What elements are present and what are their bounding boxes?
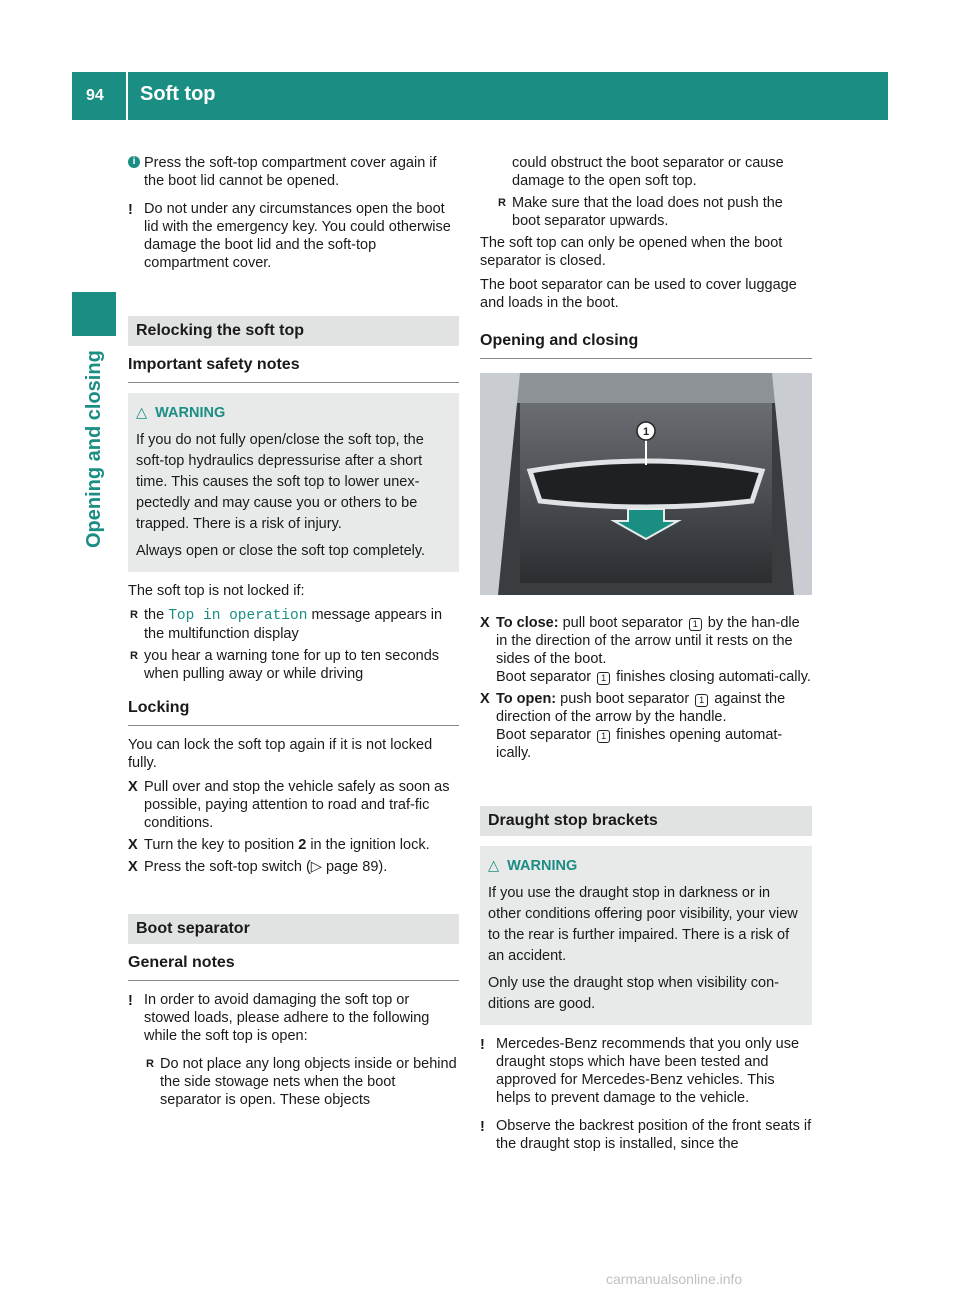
- page-header: [72, 72, 888, 120]
- info-icon: i: [128, 156, 140, 168]
- caution-note: ! Observe the backrest position of the front seats if the draught stop is installed, since the: [480, 1118, 812, 1152]
- section-heading: Boot separator: [128, 914, 459, 944]
- warning-triangle-icon: △: [136, 405, 148, 421]
- callout-1-icon: 1: [695, 694, 708, 707]
- bullet-item: R you hear a warning tone for up to ten seconds when pulling away or while driving: [130, 648, 440, 682]
- figure-callout-label: 1: [642, 426, 650, 438]
- exclamation-icon: !: [128, 993, 133, 1009]
- subheading: General notes: [128, 954, 459, 981]
- callout-1-icon: 1: [597, 672, 610, 685]
- bullet-icon: R: [146, 1058, 154, 1070]
- figure-code: P77.00-2168-31: [795, 525, 804, 583]
- step-arrow-icon: X: [128, 779, 138, 795]
- page-title: Soft top: [140, 83, 216, 105]
- step-open: X To open: push boot separator 1 against the direction of the arrow by the handle. Boot separator 1 finishes opening automat-ically.: [480, 691, 786, 761]
- exclamation-icon: !: [480, 1119, 485, 1135]
- bullet-icon: R: [130, 609, 138, 621]
- warning-title: △ WARNING: [488, 856, 804, 877]
- warning-text: If you use the draught stop in darkness or in other conditions offering poor visibility, your view to the rear is further impaired. There is a risk of an accident.: [488, 885, 798, 964]
- watermark: carmanualsonline.info: [606, 1271, 743, 1287]
- bullet-item: R Do not place any long objects inside or behind the side stowage nets when the boot separator is open. These objects: [146, 1056, 457, 1108]
- step-arrow-icon: X: [480, 615, 490, 631]
- exclamation-icon: !: [128, 202, 133, 218]
- caution-note: ! In order to avoid damaging the soft top or stowed loads, please adhere to the following while the soft top is open:: [128, 992, 430, 1044]
- sidebar-tab-marker: [72, 292, 116, 336]
- subheading: Opening and closing: [480, 332, 812, 359]
- warning-text-2: Always open or close the soft top completely.: [136, 543, 426, 559]
- right-column: [480, 154, 812, 1163]
- warning-box: [128, 393, 459, 572]
- left-column: [128, 154, 459, 1113]
- header-divider: [126, 72, 128, 120]
- display-message: Top in operation: [168, 608, 308, 624]
- warning-box: [480, 846, 812, 1025]
- subheading: Locking: [128, 699, 459, 726]
- sidebar-chapter-label: Opening and closing: [83, 350, 105, 548]
- warning-text-2: Only use the draught stop when visibility con-ditions are good.: [488, 975, 779, 1012]
- step-arrow-icon: X: [128, 837, 138, 853]
- bullet-item: R the Top in operation message appears in the multifunction display: [130, 607, 443, 642]
- caution-note: ! Mercedes-Benz recommends that you only use draught stops which have been tested and approved for Mercedes-Benz vehicles. This helps to prevent damage to the vehicle.: [480, 1036, 800, 1106]
- step-item: X Turn the key to position 2 in the ignition lock.: [128, 837, 430, 853]
- bullet-icon: R: [130, 650, 138, 662]
- section-heading: Draught stop brackets: [480, 806, 812, 836]
- warning-title: △ WARNING: [136, 403, 451, 424]
- step-arrow-icon: X: [480, 691, 490, 707]
- bullet-item-continued: could obstruct the boot separator or cause damage to the open soft top.: [512, 155, 784, 189]
- section-heading: Relocking the soft top: [128, 316, 459, 346]
- step-item: X Press the soft-top switch (▷ page 89).: [128, 859, 388, 875]
- bullet-item: R Make sure that the load does not push the boot separator upwards.: [498, 195, 783, 229]
- caution-note: ! Do not under any circumstances open the boot lid with the emergency key. You could otherwise damage the boot lid and the soft-top compartment cover.: [128, 201, 451, 271]
- info-note: i Press the soft-top compartment cover again if the boot lid cannot be opened.: [128, 154, 459, 190]
- bullet-icon: R: [498, 197, 506, 209]
- page-number: 94: [86, 87, 104, 104]
- callout-1-icon: 1: [597, 730, 610, 743]
- callout-1-icon: 1: [689, 618, 702, 631]
- subheading: Important safety notes: [128, 356, 459, 383]
- paragraph: The soft top is not locked if:: [128, 583, 305, 599]
- step-item: X Pull over and stop the vehicle safely as soon as possible, paying attention to road and traf-fic conditions.: [128, 779, 450, 831]
- paragraph: The soft top can only be opened when the boot separator is closed.: [480, 235, 783, 269]
- paragraph: The boot separator can be used to cover luggage and loads in the boot.: [480, 277, 797, 311]
- boot-separator-figure: [480, 373, 812, 595]
- paragraph: You can lock the soft top again if it is not locked fully.: [128, 737, 433, 771]
- warning-text: If you do not fully open/close the soft top, the soft-top hydraulics depressurise after a short time. This causes the soft top to lower unex-pectedly and may cause you or others to be trapped. There is a risk of injury.: [136, 432, 424, 532]
- exclamation-icon: !: [480, 1037, 485, 1053]
- step-arrow-icon: X: [128, 859, 138, 875]
- warning-triangle-icon: △: [488, 858, 500, 874]
- step-close: X To close: pull boot separator 1 by the han-dle in the direction of the arrow until it rests on the sides of the boot. Boot separator 1 finishes closing automati-cally.: [480, 615, 811, 685]
